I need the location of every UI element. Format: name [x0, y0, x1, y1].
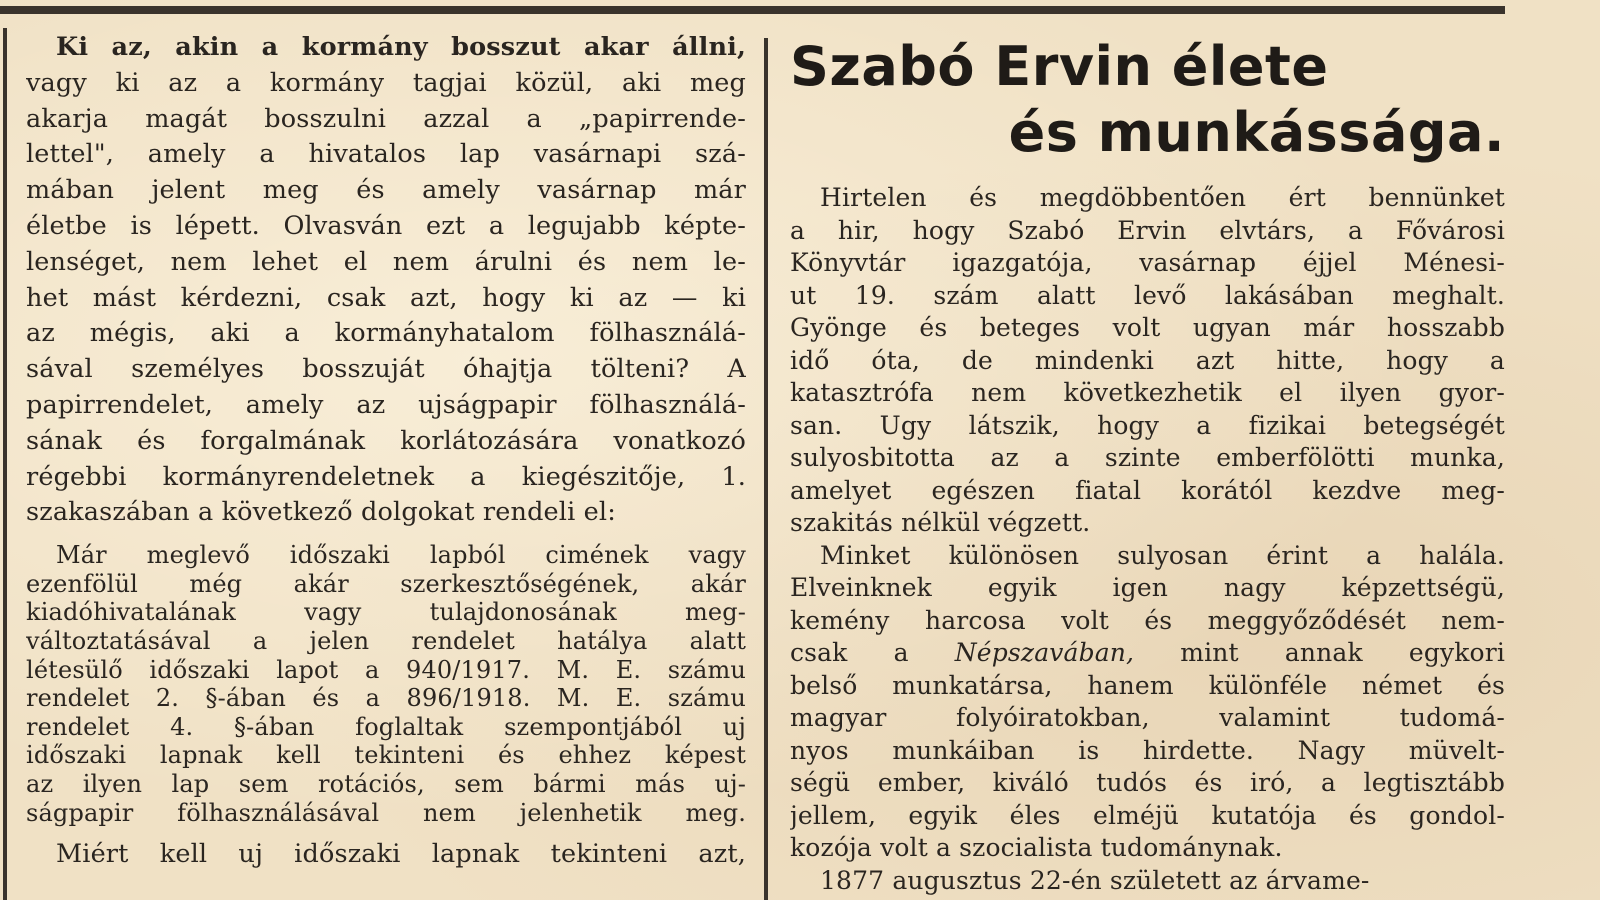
text-line: sának és forgalmának korlátozására vonatkozó — [26, 425, 746, 456]
text-line: Gyönge és beteges volt ugyan már hosszabb — [790, 313, 1505, 342]
article-title — [790, 34, 1505, 166]
left-paragraph-3 — [26, 837, 746, 873]
right-column — [790, 34, 1505, 897]
text-line: vagy ki az a kormány tagjai közül, aki meg — [26, 67, 746, 98]
right-paragraph-1 — [790, 182, 1505, 540]
text-line: rendelet 2. §-ában és a 896/1918. M. E. számu — [26, 684, 746, 713]
text-line: amelyet egészen fiatal korától kezdve meg- — [790, 475, 1505, 505]
left-column-rule — [3, 28, 7, 900]
text-line: szakitás nélkül végzett. — [790, 508, 1091, 537]
column-divider — [764, 38, 768, 900]
text-line: ezenfölül még akár szerkesztőségének, akár — [26, 569, 746, 598]
text-line-with-italic — [790, 637, 1505, 670]
text-line: het mást kérdezni, csak azt, hogy ki az — ki — [26, 282, 746, 313]
text-line: ságpapir fölhasználásával nem jelenhetik meg. — [26, 798, 746, 827]
text-line: sával személyes bosszuját óhajtja tölteni? A — [26, 354, 746, 385]
text-line: Miért kell uj időszaki lapnak tekinteni azt, — [56, 839, 746, 870]
text-line: kemény harcosa volt és meggyőződését nem- — [790, 605, 1505, 635]
text-fragment: mint annak egykori — [1134, 638, 1505, 667]
text-line: Ki az, akin a kormány bosszut akar állni, — [56, 32, 746, 62]
text-line: az ilyen lap sem rotációs, sem bármi más uj- — [26, 769, 746, 798]
article-body — [790, 182, 1505, 897]
text-line: Könyvtár igazgatója, vasárnap éjjel Ménesi- — [790, 248, 1505, 277]
text-line: életbe is lépett. Olvasván ezt a legujabb képte- — [26, 210, 746, 241]
right-paragraph-2 — [790, 540, 1505, 865]
text-line: ségü ember, kiváló tudós és iró, a legtisztább — [790, 768, 1505, 797]
top-rule — [0, 6, 1505, 14]
text-line: a hir, hogy Szabó Ervin elvtárs, a Fővárosi — [790, 215, 1505, 245]
text-line: Hirtelen és megdöbbentően ért bennünket — [820, 183, 1505, 212]
text-line: szakaszában a következő dolgokat rendeli el: — [26, 497, 616, 528]
text-line: létesülő időszaki lapot a 940/1917. M. E. számu — [26, 655, 746, 684]
text-line: az mégis, aki a kormányhatalom fölhasználá- — [26, 318, 746, 349]
text-line: 1877 augusztus 22-én született az árvame- — [820, 865, 1370, 895]
text-line: san. Ugy látszik, hogy a fizikai betegségét — [790, 410, 1505, 440]
text-line: magyar folyóiratokban, valamint tudomá- — [790, 703, 1505, 732]
text-line: lenséget, nem lehet el nem árulni és nem le- — [26, 246, 746, 277]
left-paragraph-1 — [26, 30, 746, 531]
text-line: változtatásával a jelen rendelet hatálya alatt — [26, 626, 746, 655]
newspaper-name: Népszavában, — [954, 638, 1135, 667]
text-line: Minket különösen sulyosan érint a halála. — [820, 540, 1505, 570]
title-line-2: és munkássága. — [1008, 101, 1505, 164]
text-line: Elveinknek egyik igen nagy képzettségü, — [790, 573, 1505, 602]
right-paragraph-3 — [790, 865, 1505, 898]
text-line: idő óta, de mindenki azt hitte, hogy a — [790, 345, 1505, 375]
text-line: nyos munkáiban is hirdette. Nagy müvelt- — [790, 735, 1505, 765]
text-line: papirrendelet, amely az ujságpapir fölhasználá- — [26, 389, 746, 420]
left-column — [26, 30, 746, 873]
text-line: kiadóhivatalának vagy tulajdonosának meg- — [26, 598, 746, 627]
text-line: lettel", amely a hivatalos lap vasárnapi szá- — [26, 139, 746, 170]
title-line-1: Szabó Ervin élete — [790, 35, 1329, 98]
text-line: Már meglevő időszaki lapból cimének vagy — [56, 541, 746, 570]
text-line: jellem, egyik éles elméjü kutatója és gondol- — [790, 800, 1505, 830]
text-line: régebbi kormányrendeletnek a kiegészitője, 1. — [26, 461, 746, 492]
text-line: akarja magát bosszulni azzal a „papirrende- — [26, 103, 746, 134]
text-fragment: csak a — [790, 638, 955, 667]
text-line: mában jelent meg és amely vasárnap már — [26, 175, 746, 206]
text-line: időszaki lapnak kell tekinteni és ehhez képest — [26, 741, 746, 770]
text-line: kozója volt a szocialista tudománynak. — [790, 833, 1283, 862]
text-line: rendelet 4. §-ában foglaltak szempontjából uj — [26, 712, 746, 741]
text-line: katasztrófa nem következhetik el ilyen gyor- — [790, 378, 1505, 407]
text-line: belső munkatársa, hanem különféle német és — [790, 670, 1505, 700]
text-line: sulyosbitotta az a szinte emberfölötti munka, — [790, 443, 1505, 472]
text-line: ut 19. szám alatt levő lakásában meghalt. — [790, 280, 1505, 310]
left-paragraph-2 — [26, 541, 746, 827]
